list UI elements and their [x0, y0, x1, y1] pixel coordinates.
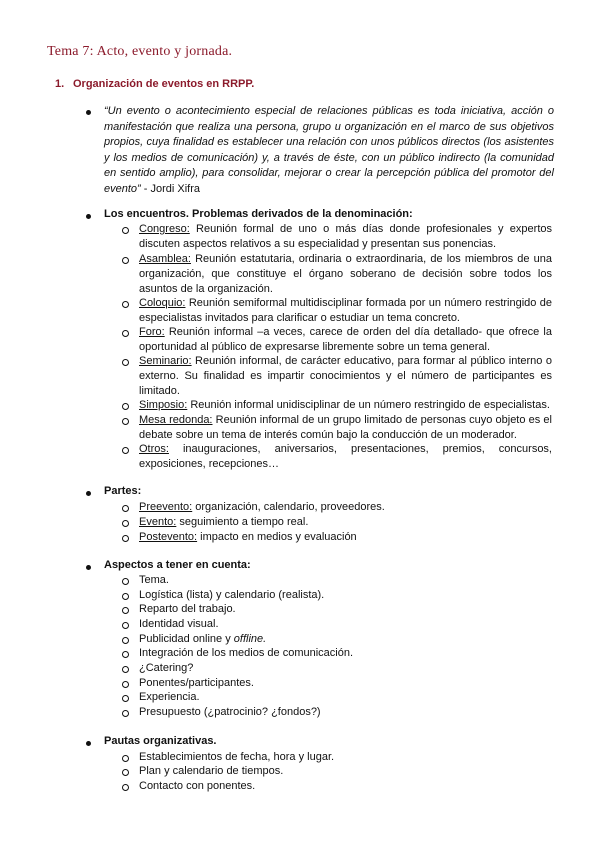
item-text: Identidad visual. — [139, 618, 219, 630]
item-term: Postevento: — [139, 531, 198, 543]
item-text: Reunión semiformal multidisciplinar formada por un número restringido de especialistas invitados para clarificar o estudiar un tema concreto. — [139, 297, 552, 324]
section-heading — [55, 78, 254, 90]
list-item — [122, 588, 552, 603]
item-text: Ponentes/participantes. — [139, 677, 254, 689]
item-text: Publicidad online y — [139, 633, 234, 645]
item-text: organización, calendario, proveedores. — [192, 501, 385, 513]
list-item — [122, 705, 552, 720]
circle-bullet-icon — [122, 359, 129, 366]
item-text: Experiencia. — [139, 691, 200, 703]
circle-bullet-icon — [122, 637, 129, 644]
item-text: Reunión estatutaria, ordinaria o extraordinaria, de los miembros de una organización, que constituye el órgano soberano de decisión sobre todos los asuntos de la organización. — [139, 253, 552, 295]
item-term: Foro: — [139, 326, 165, 338]
list-item — [122, 764, 552, 779]
section-label: Organización de eventos en RRPP. — [73, 78, 255, 90]
item-text: Reunión formal de uno o más días donde profesionales y expertos discuten aspectos relativos a su especialidad y presentan sus ponencias. — [139, 223, 552, 250]
list-item — [122, 676, 552, 691]
circle-bullet-icon — [122, 681, 129, 688]
item-term: Evento: — [139, 516, 177, 528]
list-item — [122, 779, 552, 794]
list-item — [122, 573, 552, 588]
aspectos-title: Aspectos a tener en cuenta: — [104, 559, 251, 571]
circle-bullet-icon — [122, 257, 129, 264]
list-item — [122, 750, 552, 765]
item-term: Congreso: — [139, 223, 190, 235]
circle-bullet-icon — [122, 622, 129, 629]
page-title: Tema 7: Acto, evento y jornada. — [47, 44, 233, 59]
item-text: Presupuesto (¿patrocinio? ¿fondos?) — [139, 706, 321, 718]
circle-bullet-icon — [122, 403, 129, 410]
circle-bullet-icon — [122, 651, 129, 658]
circle-bullet-icon — [122, 505, 129, 512]
circle-bullet-icon — [122, 666, 129, 673]
item-text: Reunión informal –a veces, carece de orden del día detallado- que ofrece la oportunidad al público de expresarse libremente sobre un tema general. — [139, 326, 552, 353]
circle-bullet-icon — [122, 769, 129, 776]
list-item — [122, 515, 552, 530]
list-item — [122, 325, 552, 355]
list-item — [122, 222, 552, 252]
pautas-title: Pautas organizativas. — [104, 735, 217, 747]
circle-bullet-icon — [122, 578, 129, 585]
item-text: inauguraciones, aniversarios, presentaciones, premios, concursos, exposiciones, recepciones… — [139, 443, 552, 470]
item-term: Otros: — [139, 443, 169, 455]
item-italic-text: offline. — [233, 633, 267, 645]
list-item — [122, 413, 552, 443]
circle-bullet-icon — [122, 447, 129, 454]
circle-bullet-icon — [122, 695, 129, 702]
circle-bullet-icon — [122, 330, 129, 337]
circle-bullet-icon — [122, 755, 129, 762]
list-item — [122, 632, 552, 647]
item-text: Establecimientos de fecha, hora y lugar. — [139, 751, 335, 763]
item-text: ¿Catering? — [139, 662, 194, 674]
item-text: impacto en medios y evaluación — [197, 531, 357, 543]
section-number: 1. — [55, 78, 65, 90]
list-item — [122, 500, 552, 515]
bullet-dot — [86, 214, 91, 219]
list-item — [122, 296, 552, 326]
circle-bullet-icon — [122, 593, 129, 600]
encuentros-title: Los encuentros. Problemas derivados de la denominación: — [104, 208, 413, 220]
list-item — [122, 442, 552, 472]
item-text: Integración de los medios de comunicación. — [139, 647, 354, 659]
item-text: Reparto del trabajo. — [139, 603, 236, 615]
item-term: Simposio: — [139, 399, 188, 411]
circle-bullet-icon — [122, 607, 129, 614]
quote-block — [104, 104, 554, 197]
circle-bullet-icon — [122, 520, 129, 527]
circle-bullet-icon — [122, 301, 129, 308]
item-term: Preevento: — [139, 501, 193, 513]
bullet-dot — [86, 565, 91, 570]
list-item — [122, 646, 552, 661]
item-text: Reunión informal unidisciplinar de un número restringido de especialistas. — [187, 399, 550, 411]
circle-bullet-icon — [122, 710, 129, 717]
circle-bullet-icon — [122, 784, 129, 791]
list-item — [122, 252, 552, 297]
list-item — [122, 661, 552, 676]
item-term: Seminario: — [139, 355, 192, 367]
item-text: Logística (lista) y calendario (realista). — [139, 589, 325, 601]
item-text: Contacto con ponentes. — [139, 780, 256, 792]
circle-bullet-icon — [122, 535, 129, 542]
quote-author: - Jordi Xifra — [140, 182, 200, 195]
bullet-dot — [86, 491, 91, 496]
item-text: Reunión informal de un grupo limitado de personas cuyo objeto es el debate sobre un tema de interés común bajo la conducción de un moderador. — [139, 414, 552, 441]
list-item — [122, 617, 552, 632]
list-item — [122, 530, 552, 545]
partes-title: Partes: — [104, 485, 142, 497]
circle-bullet-icon — [122, 227, 129, 234]
list-item — [122, 354, 552, 399]
list-item — [122, 602, 552, 617]
item-text: Tema. — [139, 574, 169, 586]
quote-text: “Un evento o acontecimiento especial de relaciones públicas es toda iniciativa, acción o manifestación que realiza una persona, grupo u organización en el marco de sus objetivos propios, cuya finalidad es establecer una relación con unos públicos directos (los asistentes y los medios de comunicación) y, a través de éste, con un público indirecto (la comunidad en sentido amplio), para consolidar, mejorar o crear la percepción pública del promotor del evento” — [104, 105, 554, 195]
list-item — [122, 398, 552, 413]
bullet-dot — [86, 741, 91, 746]
item-term: Mesa redonda: — [139, 414, 213, 426]
list-item — [122, 690, 552, 705]
item-term: Coloquio: — [139, 297, 186, 309]
item-text: Plan y calendario de tiempos. — [139, 765, 284, 777]
item-text: seguimiento a tiempo real. — [176, 516, 309, 528]
bullet-dot — [86, 110, 91, 115]
item-term: Asamblea: — [139, 253, 191, 265]
circle-bullet-icon — [122, 418, 129, 425]
item-text: Reunión informal, de carácter educativo, para formar al público interno o externo. Su finalidad es impartir conocimientos y el número de participantes es limitado. — [139, 355, 552, 397]
